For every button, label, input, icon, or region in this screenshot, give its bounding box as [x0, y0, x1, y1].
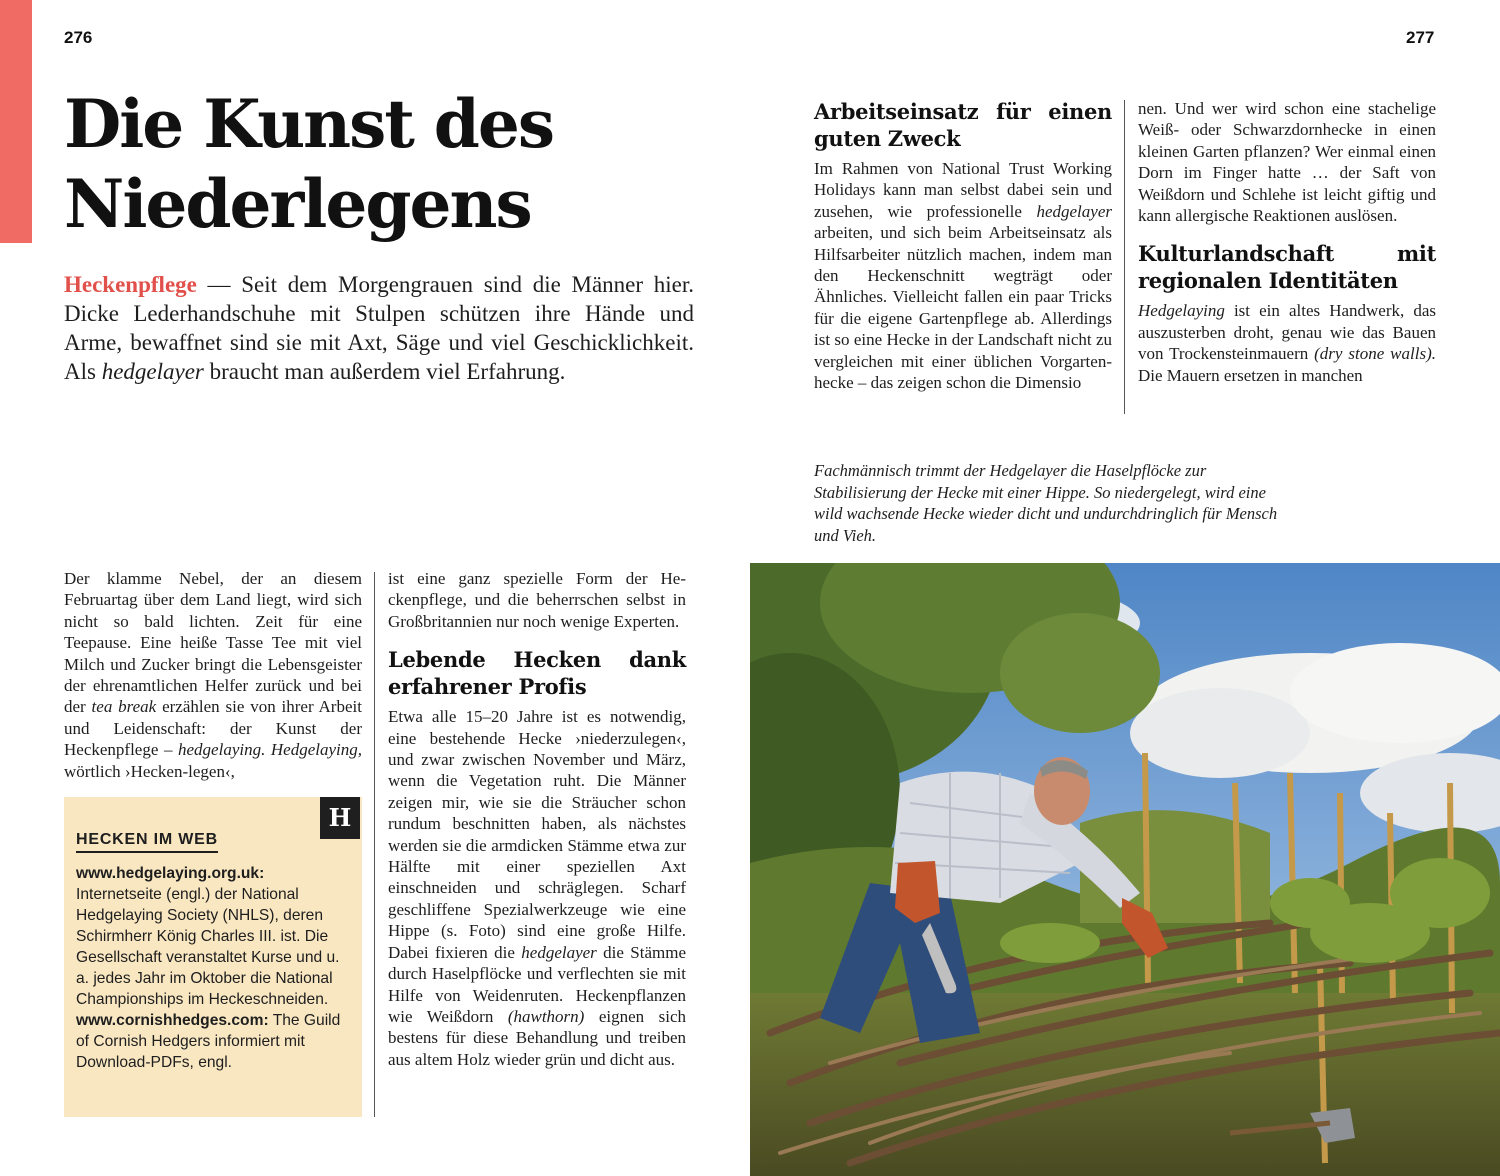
subheading-kulturlandschaft: Kulturlandschaft mit regionalen Identitäten: [1138, 241, 1436, 294]
lead-italic: hedgelayer: [101, 359, 204, 384]
lead-keyword: Heckenpflege: [64, 272, 197, 297]
body-column-2: [388, 568, 686, 1070]
col1-text-c: wörtlich ›Hecken-legen‹,: [64, 761, 235, 781]
subheading-lebende-hecken: Lebende Hecken dank erfahrener Profis: [388, 647, 686, 700]
col4-text-b: Die Mauern ersetzen in manchen: [1138, 365, 1363, 385]
info-box-text-2: The Guild of Cornish Hedgers informiert mit Download-PDFs, engl.: [76, 1012, 341, 1071]
column-divider-right: [1124, 100, 1125, 414]
info-box-link-1[interactable]: www.hedgelaying.org.uk:: [76, 865, 265, 882]
col1-italic-a: tea break: [91, 697, 157, 717]
info-box-title: HECKEN IM WEB: [76, 829, 218, 853]
info-box-link-2[interactable]: www.cornishhedges.com:: [76, 1012, 269, 1029]
lead-text-a: — Seit dem Morgengrauen sind die Männer hier. Dicke Lederhandschuhe mit Stulpen schützen ihre Hände und Arme, bewaffnet sind sie mit Axt, Säge und viel Geschicklichkeit. Als: [64, 272, 694, 384]
photo-caption: Fachmännisch trimmt der Hedgelayer die Haselpflöcke zur Stabilisierung der Hecke mit einer Hippe. So niedergelegt, wird eine wild wachsende Hecke wieder dicht und undurchdringlich für Mensch und Vieh.: [814, 461, 1278, 545]
subheading-arbeitseinsatz: Arbeitseinsatz für einen guten Zweck: [814, 99, 1112, 151]
col1-italic-b: hedgelaying. Hedgelaying,: [178, 740, 362, 760]
body-column-1: [64, 568, 362, 782]
article-title: [64, 84, 704, 244]
col1-paragraph: [64, 568, 362, 782]
body-column-4: [1138, 98, 1436, 386]
col2-paragraph-1: ist eine ganz spezielle Form der Heckenpflege, und die beherrschen selbst in Großbritannien nur noch wenige Experten.: [388, 569, 686, 631]
title-line-1: Die Kunst des: [64, 85, 554, 163]
hedgelayer-photo-illustration: [750, 563, 1500, 1176]
hedgelayer-photo: [750, 563, 1500, 1176]
col3-italic: hedgelayer: [1036, 201, 1112, 221]
col1-text-a: Der klamme Nebel, der an diesem Februartag über dem Land liegt, wird sich nicht so bald lichten. Zeit für eine Teepause. Eine heiße Tasse Tee mit viel Milch und Zucker bringt die Lebensgeister der ehrenamtlichen Helfer zurück und bei der: [64, 569, 362, 717]
column-divider-left: [374, 572, 375, 1117]
col2-text-b: die Stämme durch Haselpflöcke und verflechten sie mit Hilfe von Weidenruten. Heckenpflanzen wie Weißdorn: [388, 942, 687, 1026]
info-box-text-1: Internetseite (engl.) der National Hedgelaying Society (NHLS), deren Schirmherr König Charles III. ist. Die Gesellschaft veranstaltet Kurse und u. a. jedes Jahr im Oktober die National Championships im Heckeschneiden.: [76, 886, 340, 1008]
col4-paragraph-2: [1138, 300, 1436, 386]
col3-text-a: Im Rahmen von National Trust Working Holidays kann man selbst dabei sein und zusehen, wie professionelle: [814, 159, 1112, 221]
col4-paragraph-1: nen. Und wer wird schon eine stachelige Weiß- oder Schwarzdornhecke in einen kleinen Garten pflanzen? Wer einmal einen Dorn im Finger hatte … der Saft von Weißdorn und Schlehe ist leicht giftig und kann allergische Reaktionen auslösen.: [1138, 99, 1436, 226]
col3-paragraph: [814, 158, 1112, 393]
lead-text-b: braucht man außerdem viel Erfahrung.: [203, 359, 566, 384]
col2-italic-a: hedgelayer: [521, 942, 597, 962]
col4-italic-b: (dry stone walls).: [1314, 344, 1436, 364]
page-number-right: 277: [1406, 28, 1435, 47]
col2-text-a: Etwa alle 15–20 Jahre ist es notwendig, eine bestehende Hecke ›niederzulegen‹, und zwar zwischen November und März, wenn die Vegetation ruht. Die Männer zeigen mir, wie sie die Sträucher schon rundum beschnitten haben, als nächstes werden sie die armdicken Stämme etwa zur Hälfte mit einer speziellen Axt einschneiden und schräglegen. Scharf geschliffene Spezialwerkzeuge wie eine Hippe (s. Foto) sind eine große Hilfe. Dabei fixieren die: [388, 707, 686, 962]
title-line-2: Niederlegens: [64, 165, 531, 243]
col4-text-a: ist ein altes Handwerk, das auszusterben droht, genau wie das Bauen von Trockensteinmauern: [1138, 301, 1436, 364]
col3-text-b: arbeiten, und sich beim Arbeitseinsatz als Hilfsarbeiter nützlich machen, indem man den Heckenschnitt wegträgt oder Ähnliches. Vielleicht fallen ein paar Tricks für die eigene Gartenpflege ab. Allerdings ist so eine Hecke in der Landschaft nicht zu vergleichen mit einer üblichen Vorgartenhecke – das zeigen schon die Dimensio: [814, 223, 1112, 393]
col2-italic-b: (hawthorn): [507, 1006, 585, 1026]
lead-paragraph: [64, 270, 694, 386]
col2-text-c: eignen sich bestens für diese Behandlung und treiben aus altem Holz wieder grün und dicht aus.: [388, 1006, 686, 1069]
info-box-entry-1: [76, 863, 350, 1010]
page-number-left: 276: [64, 28, 93, 47]
section-color-bar: [0, 0, 32, 243]
col2-paragraph-2: [388, 706, 686, 1070]
info-box-entry-2: [76, 1010, 350, 1073]
info-box-badge: H: [320, 797, 360, 839]
body-column-3: [814, 98, 1112, 393]
col4-italic-a: Hedgelaying: [1138, 301, 1225, 321]
col1-text-b: erzählen sie von ihrer Arbeit und Leidenschaft: der Kunst der Heckenpflege –: [64, 697, 362, 760]
info-box: [64, 797, 362, 1117]
